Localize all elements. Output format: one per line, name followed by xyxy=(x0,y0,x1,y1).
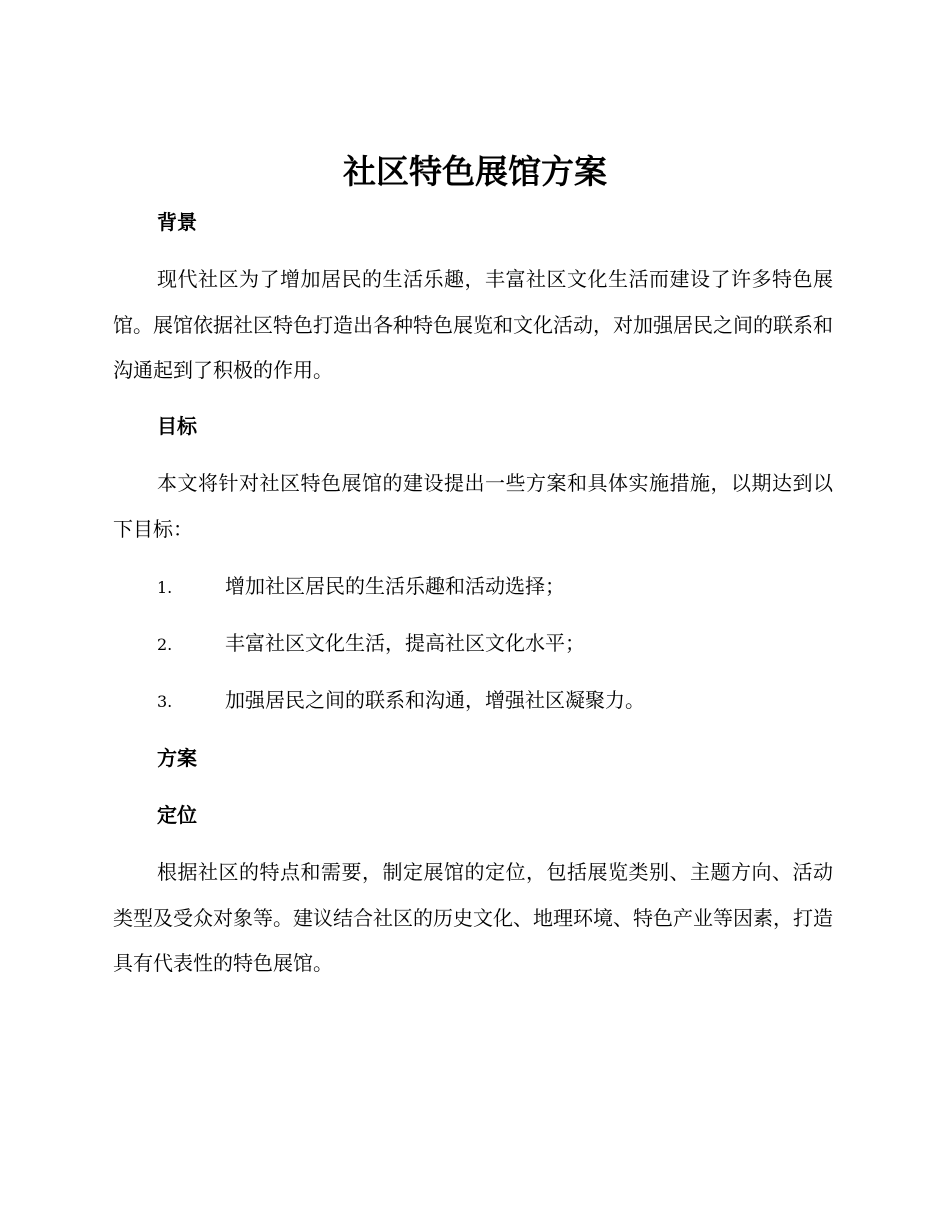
list-item xyxy=(157,572,837,602)
subsection-heading-positioning: 定位 xyxy=(157,803,197,827)
list-item-text: 丰富社区文化生活，提高社区文化水平； xyxy=(225,631,585,655)
list-item-number: 3. xyxy=(157,692,173,711)
section-heading-plan: 方案 xyxy=(157,746,197,770)
list-item-text: 增加社区居民的生活乐趣和活动选择； xyxy=(225,574,565,598)
list-item-number: 1. xyxy=(157,578,173,597)
list-item-text: 加强居民之间的联系和沟通，增强社区凝聚力。 xyxy=(225,688,645,712)
paragraph-positioning: 根据社区的特点和需要，制定展馆的定位，包括展览类别、主题方向、活动类型及受众对象等。建议结合社区的历史文化、地理环境、特色产业等因素，打造具有代表性的特色展馆。 xyxy=(113,860,833,975)
list-item-number: 2. xyxy=(157,635,173,654)
paragraph-background: 现代社区为了增加居民的生活乐趣，丰富社区文化生活而建设了许多特色展馆。展馆依据社区特色打造出各种特色展览和文化活动，对加强居民之间的联系和沟通起到了积极的作用。 xyxy=(113,267,833,382)
list-item xyxy=(157,629,837,659)
section-heading-goal: 目标 xyxy=(157,414,197,438)
paragraph-goal: 本文将针对社区特色展馆的建设提出一些方案和具体实施措施，以期达到以下目标： xyxy=(113,471,833,541)
list-item xyxy=(157,686,837,716)
section-heading-background: 背景 xyxy=(157,210,197,234)
document-title: 社区特色展馆方案 xyxy=(343,152,607,191)
